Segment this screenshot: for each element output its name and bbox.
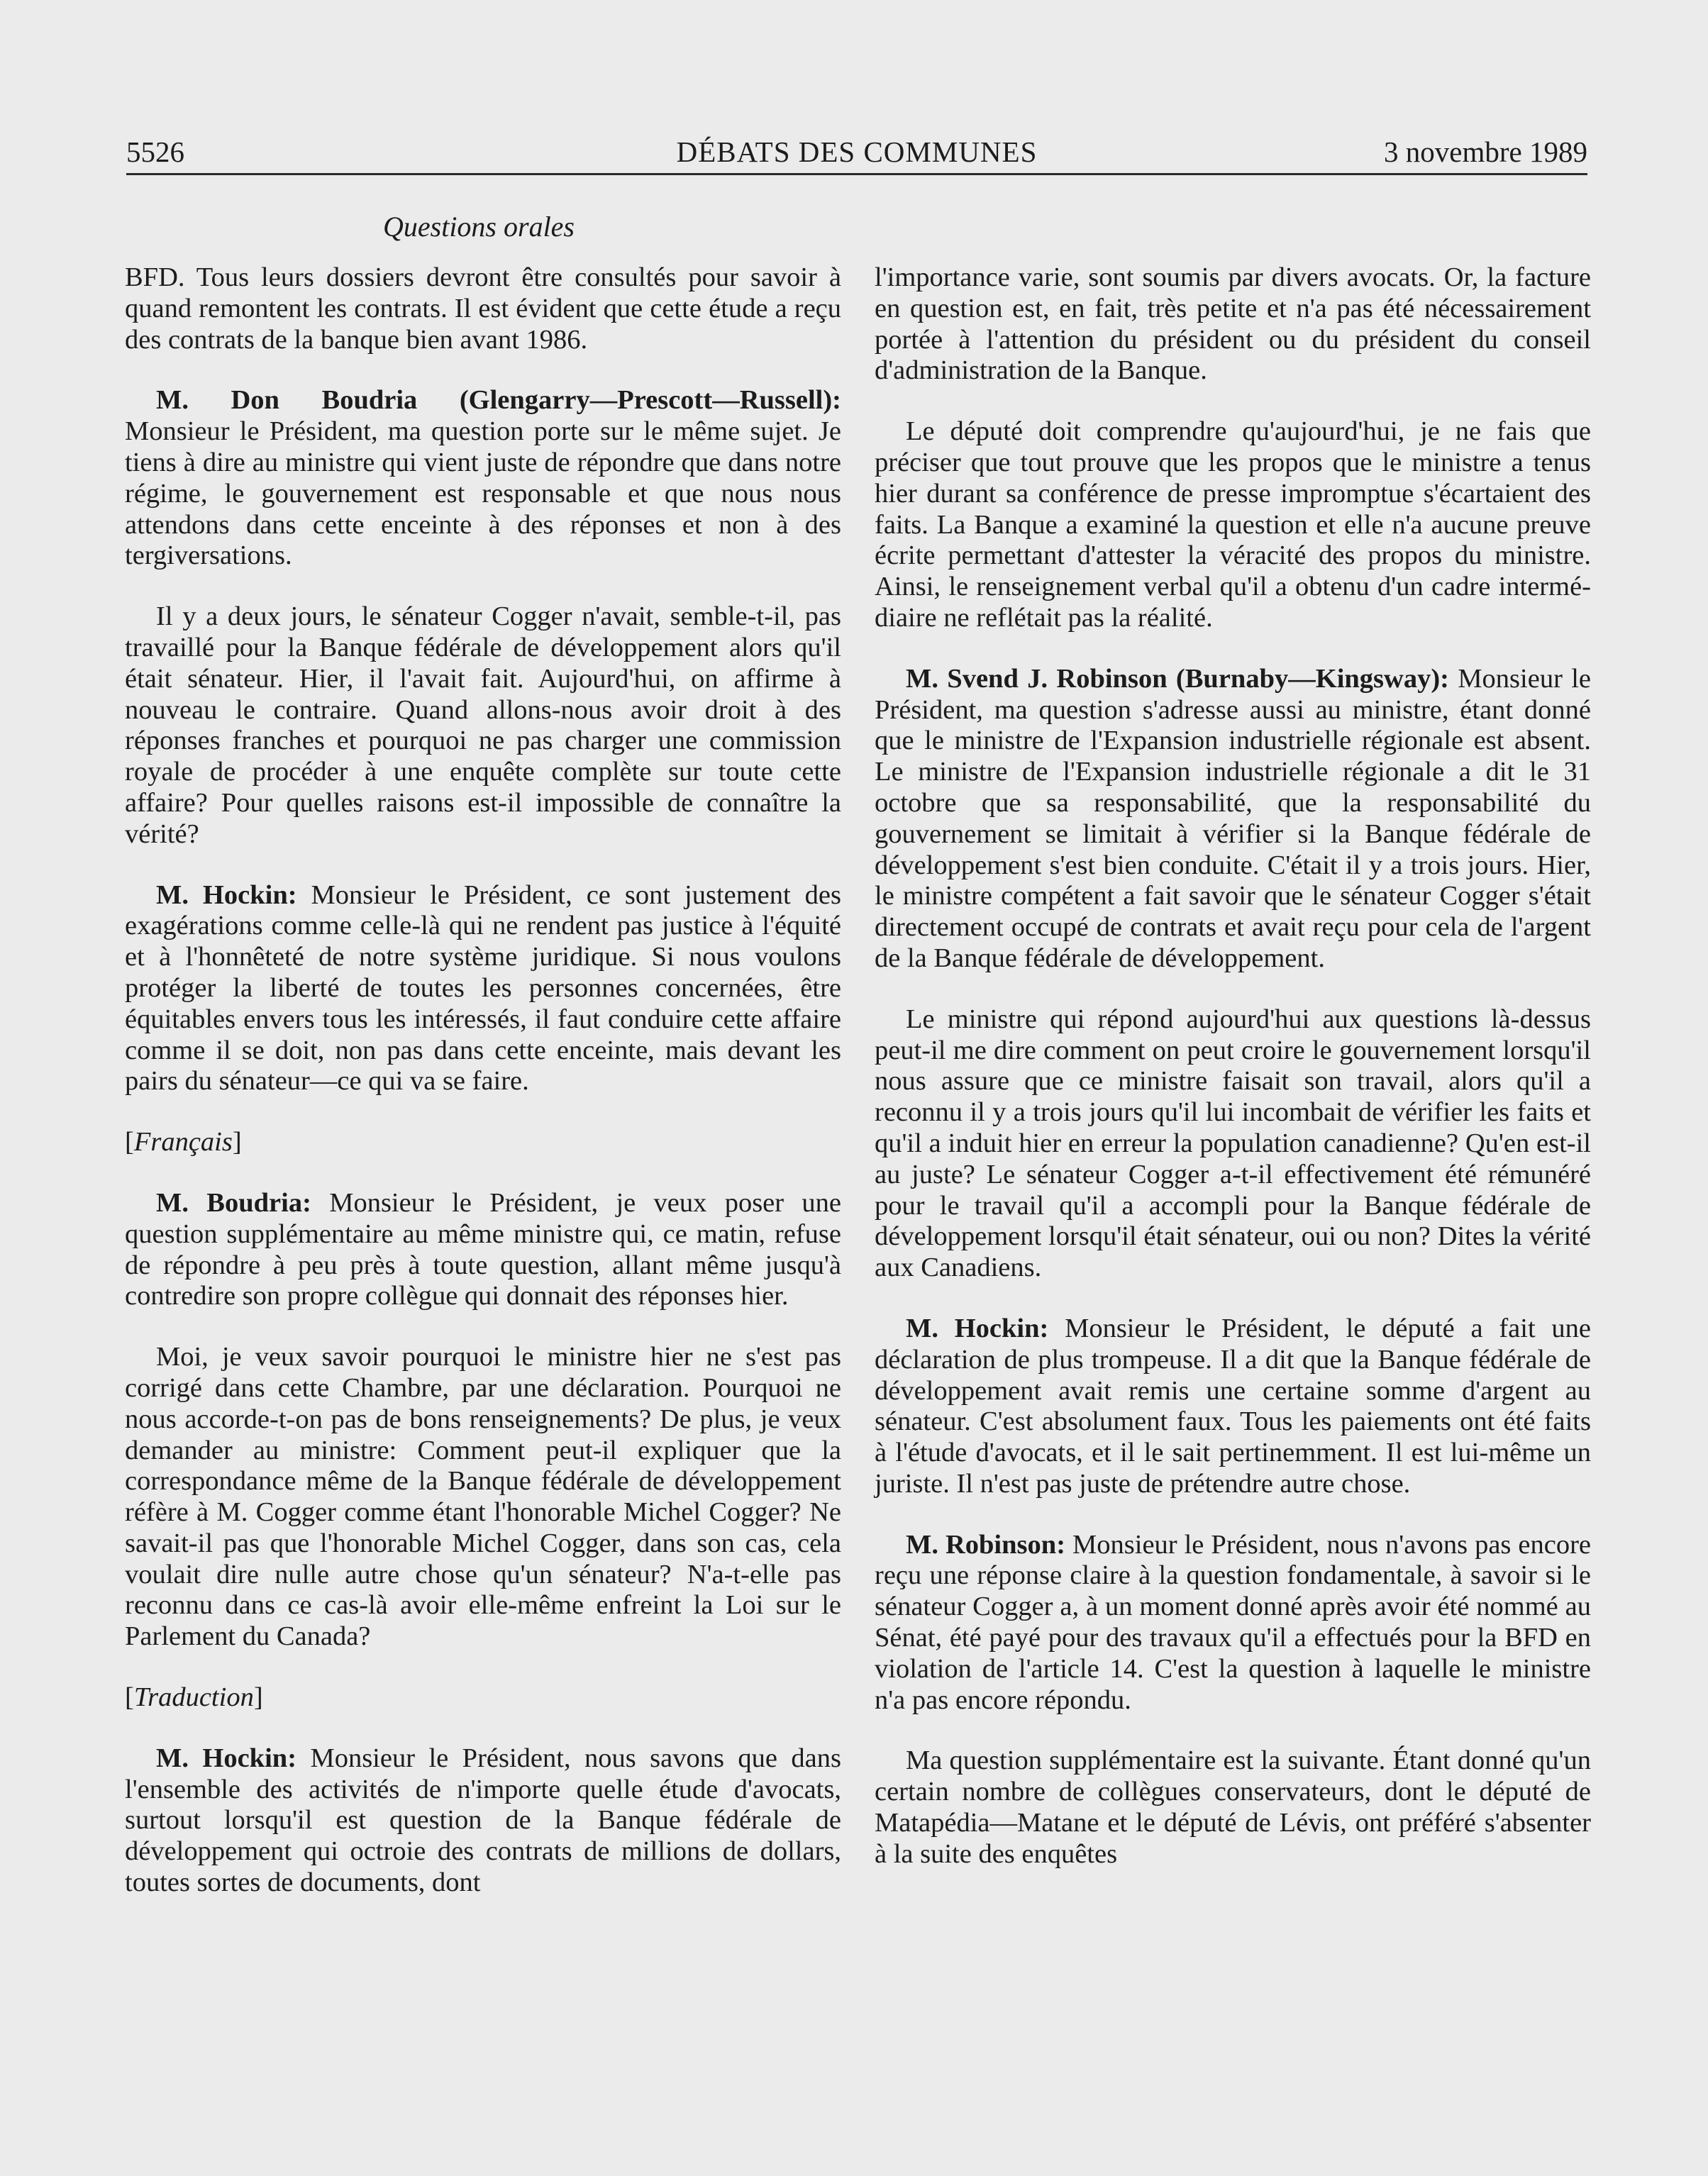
paragraph: Moi, je veux savoir pourquoi le ministre hier ne s'est pas corrigé dans cette Chambre, par une déclaration. Pourquoi ne nous accorde-t-on pas de bons renseignements? De plus, je veux demander au ministre: Comment peut-il expliquer que la correspondance même de la Banque fédérale de développement réfère à M. Cogger comme étant l'honorable Michel Cogger? Ne savait-il pas que l'honorable Michel Cogger, dans son cas, cela voulait dire nulle autre chose qu'un sénateur? N'a-t-elle pas reconnu dans ce cas-là avoir elle-même enfreint la Loi sur le Parlement du Canada? bbox=[125, 1342, 841, 1652]
speech-text: Monsieur le Président, ce sont justement des exagérations comme celle-là qui ne rendent pas justice à l'équité et à l'honnêteté de notre système juridique. Si nous voulons protéger la liberté de toutes les personnes concernées, être équitables envers tous les intéressés, il faut conduire cette affaire comme il se doit, non pas dans cette enceinte, mais devant les pairs du sénateur—ce qui va se faire. bbox=[125, 879, 842, 1097]
paragraph: Le ministre qui répond aujourd'hui aux questions là-dessus peut-il me dire comment on peut croire le gouvernement lorsqu'il nous assure que ce ministre faisait son travail, alors qu'il a reconnu il y a trois jours qu'il lui incombait de vérifier les faits et qu'il a induit hier en erreur la population canadienne? Qu'en est-il au juste? Le sénateur Cogger a-t-il effectivement été rémunéré pour le travail qu'il a accompli pour la Banque fédérale de développement lorsqu'il était sénateur, oui ou non? Dites la vérité aux Canadiens. bbox=[875, 1004, 1591, 1283]
speech-text: Monsieur le Président, je veux poser une question supplémentaire au même ministre qui, ce matin, refuse de répondre à peu près à toute question, allant même jusqu'à contredire son propre collègue qui donnait des réponses hier. bbox=[125, 1187, 841, 1311]
page-header bbox=[126, 135, 1587, 175]
speech-text: Monsieur le Président, nous savons que dans l'ensemble des activités de n'importe quelle étude d'avocats, surtout lorsqu'il est question de la Banque fédérale de développement qui octroie des contrats de millions de dollars, toutes sortes de documents, dont bbox=[125, 1743, 842, 1898]
language-tag: [Français] bbox=[125, 1127, 242, 1158]
speech-text: Monsieur le Président, ma question s'adresse aussi au ministre, étant donné que le ministre de l'Expansion industrielle régionale est absent. Le ministre de l'Expansion industrielle régionale a dit le 31 octobre que sa responsabilité, que la responsabilité du gouvernement se limitait à vérifier si la Banque fédérale de développement s'est bien conduite. C'était il y a trois jours. Hier, le ministre compétent a fait savoir que le sénateur Cogger s'était directement occupé de contrats et avait reçu pour cela de l'argent de la Banque fédérale de développement. bbox=[875, 663, 1592, 973]
paragraph bbox=[125, 880, 841, 1098]
paragraph bbox=[125, 385, 841, 572]
section-title: Questions orales bbox=[383, 211, 575, 243]
paragraph bbox=[125, 1188, 841, 1312]
language-tag-text: Français bbox=[133, 1127, 233, 1158]
paragraph: BFD. Tous leurs dossiers devront être consultés pour savoir à quand remontent les contrats. Il est évident que cette étude a reçu des contrats de la banque bien avant 1986. bbox=[125, 262, 841, 355]
speaker-name: M. Hockin: bbox=[906, 1313, 1049, 1343]
speaker-name: M. Robinson: bbox=[906, 1529, 1066, 1560]
speaker-name: M. Svend J. Robinson (Burnaby—Kingsway): bbox=[906, 663, 1449, 694]
language-tag: [Traduction] bbox=[125, 1682, 263, 1713]
paragraph bbox=[875, 1530, 1591, 1716]
paragraph: l'importance varie, sont soumis par divers avocats. Or, la facture en question est, en fait, très petite et n'a pas été nécessairement portée à l'attention du président ou du président du conseil d'administration de la Banque. bbox=[875, 262, 1591, 386]
speaker-name: M. Don Boudria (Glengarry—Prescott—Russell): bbox=[156, 385, 841, 416]
page-number: 5526 bbox=[126, 135, 184, 168]
right-column bbox=[875, 262, 1591, 1900]
paragraph bbox=[875, 664, 1591, 975]
speech-text: Monsieur le Président, ma question porte sur le même sujet. Je tiens à dire au ministre qui vient juste de répondre que dans notre régime, le gouvernement est responsable et que nous nous attendons dans cette enceinte à des réponses et non à des tergiversations. bbox=[125, 416, 841, 571]
speech-text: Monsieur le Président, nous n'avons pas encore reçu une réponse claire à la question fondamentale, à savoir si le sénateur Cogger a, à un moment donné après avoir été nommé au Sénat, été payé pour des travaux qu'il a effectués pour la BFD en violation de l'article 14. C'est la question à laquelle le ministre n'a pas encore répondu. bbox=[875, 1529, 1591, 1715]
paragraph: Le député doit comprendre qu'aujourd'hui, je ne fais que préciser que tout prouve que les propos que le ministre a tenus hier durant sa conférence de presse impromptue s'écartaient des faits. La Banque a examiné la question et elle n'a aucune preuve écrite permettant d'attester la véracité des propos du ministre. Ainsi, le renseignement verbal qu'il a obtenu d'un cadre intermédiaire ne reflétait pas la réalité. bbox=[875, 416, 1591, 633]
left-column bbox=[125, 262, 841, 1928]
speech-text: Monsieur le Président, le député a fait une déclaration de plus trompeuse. Il a dit que la Banque fédérale de développement avait remis une certaine somme d'argent au sénateur. C'est absolument faux. Tous les paiements ont été faits à l'étude d'avocats, et il le sait pertinemment. Il est lui-même un juriste. Il n'est pas juste de prétendre autre chose. bbox=[875, 1313, 1591, 1499]
speaker-name: M. Hockin: bbox=[156, 1743, 297, 1773]
speaker-name: M. Hockin: bbox=[156, 879, 297, 910]
paragraph bbox=[875, 1314, 1591, 1500]
language-tag-text: Traduction bbox=[133, 1682, 254, 1713]
publication-title: DÉBATS DES COMMUNES bbox=[676, 135, 1038, 168]
paragraph: Il y a deux jours, le sénateur Cogger n'avait, semble-t-il, pas travaillé pour la Banque fédérale de développement alors qu'il était sénateur. Hier, il l'avait fait. Aujourd'hui, on affirme à nouveau le contraire. Quand allons-nous avoir droit à des réponses franches et pourquoi ne pas charger une commission royale de procéder à une enquête complète sur toute cette affaire? Pour quelles raisons est-il impossible de connaître la vérité? bbox=[125, 601, 841, 849]
paragraph bbox=[125, 1743, 841, 1899]
page-date: 3 novembre 1989 bbox=[1384, 135, 1587, 168]
paragraph: Ma question supplémentaire est la suivante. Étant donné qu'un certain nombre de collègues conservateurs, dont le député de Matapédia—Matane et le député de Lévis, ont préféré s'absenter à la suite des enquêtes bbox=[875, 1745, 1591, 1869]
speaker-name: M. Boudria: bbox=[156, 1187, 311, 1218]
